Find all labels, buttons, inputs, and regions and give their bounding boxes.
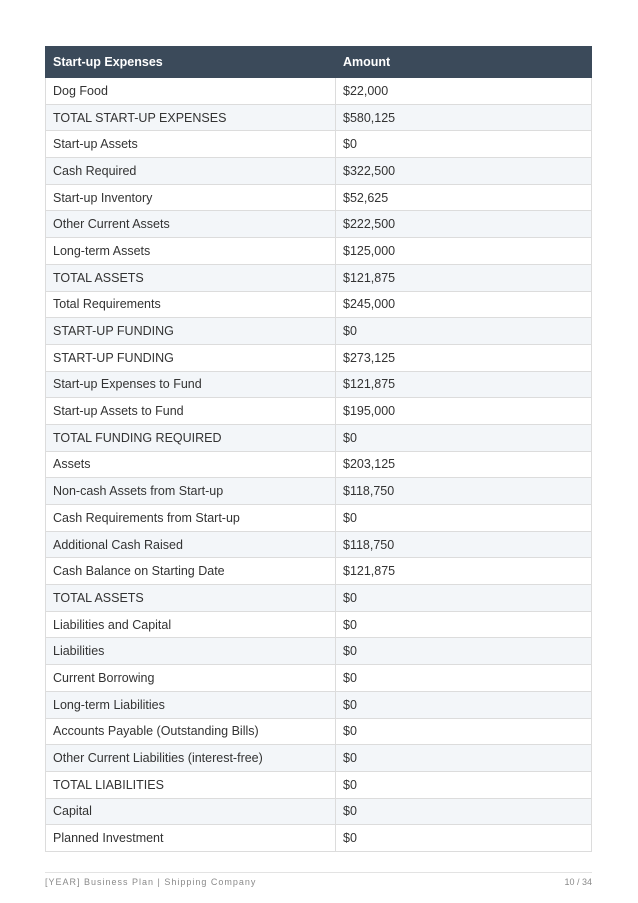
- row-amount: $0: [336, 798, 592, 825]
- row-amount: $0: [336, 638, 592, 665]
- table-row: [46, 211, 592, 238]
- table-row: [46, 745, 592, 772]
- row-label: START-UP FUNDING: [46, 318, 336, 345]
- row-label: Start-up Expenses to Fund: [46, 371, 336, 398]
- row-amount: $0: [336, 691, 592, 718]
- row-label: Start-up Assets: [46, 131, 336, 158]
- row-label: Start-up Assets to Fund: [46, 398, 336, 425]
- row-label: Total Requirements: [46, 291, 336, 318]
- table-row: [46, 478, 592, 505]
- row-amount: $203,125: [336, 451, 592, 478]
- table-row: [46, 585, 592, 612]
- table-row: [46, 424, 592, 451]
- row-label: Accounts Payable (Outstanding Bills): [46, 718, 336, 745]
- table-row: [46, 638, 592, 665]
- row-amount: $580,125: [336, 104, 592, 131]
- row-amount: $195,000: [336, 398, 592, 425]
- row-amount: $0: [336, 318, 592, 345]
- row-label: Additional Cash Raised: [46, 531, 336, 558]
- table-row: [46, 264, 592, 291]
- row-amount: $121,875: [336, 558, 592, 585]
- row-label: Liabilities and Capital: [46, 611, 336, 638]
- row-label: Planned Investment: [46, 825, 336, 852]
- table-row: [46, 398, 592, 425]
- row-label: Cash Required: [46, 158, 336, 185]
- table-row: [46, 184, 592, 211]
- row-amount: $121,875: [336, 371, 592, 398]
- row-amount: $0: [336, 771, 592, 798]
- table-row: [46, 665, 592, 692]
- row-label: Other Current Assets: [46, 211, 336, 238]
- table-row: [46, 558, 592, 585]
- header-expense: Start-up Expenses: [46, 47, 336, 78]
- row-label: TOTAL LIABILITIES: [46, 771, 336, 798]
- table-row: [46, 798, 592, 825]
- row-label: TOTAL ASSETS: [46, 264, 336, 291]
- row-label: Non-cash Assets from Start-up: [46, 478, 336, 505]
- startup-expenses-table: [45, 46, 592, 852]
- row-amount: $118,750: [336, 478, 592, 505]
- row-label: Other Current Liabilities (interest-free): [46, 745, 336, 772]
- table-row: [46, 158, 592, 185]
- row-label: Long-term Assets: [46, 238, 336, 265]
- row-label: Cash Balance on Starting Date: [46, 558, 336, 585]
- table-row: [46, 531, 592, 558]
- row-label: Capital: [46, 798, 336, 825]
- row-amount: $52,625: [336, 184, 592, 211]
- row-amount: $22,000: [336, 78, 592, 105]
- row-amount: $245,000: [336, 291, 592, 318]
- table-row: [46, 291, 592, 318]
- table-row: [46, 718, 592, 745]
- row-amount: $0: [336, 424, 592, 451]
- row-amount: $125,000: [336, 238, 592, 265]
- table-header-row: [46, 47, 592, 78]
- row-label: Assets: [46, 451, 336, 478]
- row-amount: $0: [336, 825, 592, 852]
- row-amount: $0: [336, 585, 592, 612]
- row-amount: $118,750: [336, 531, 592, 558]
- row-amount: $0: [336, 611, 592, 638]
- row-label: TOTAL START-UP EXPENSES: [46, 104, 336, 131]
- row-amount: $0: [336, 131, 592, 158]
- row-amount: $0: [336, 505, 592, 532]
- table-row: [46, 825, 592, 852]
- row-label: Current Borrowing: [46, 665, 336, 692]
- table-row: [46, 78, 592, 105]
- page-number: 10 / 34: [564, 877, 592, 887]
- table-row: [46, 104, 592, 131]
- row-label: Dog Food: [46, 78, 336, 105]
- table-row: [46, 505, 592, 532]
- table-row: [46, 771, 592, 798]
- table-row: [46, 611, 592, 638]
- table-row: [46, 318, 592, 345]
- row-amount: $322,500: [336, 158, 592, 185]
- row-amount: $0: [336, 665, 592, 692]
- table-row: [46, 238, 592, 265]
- table-row: [46, 371, 592, 398]
- table-row: [46, 451, 592, 478]
- header-amount: Amount: [336, 47, 592, 78]
- row-label: START-UP FUNDING: [46, 344, 336, 371]
- row-label: TOTAL FUNDING REQUIRED: [46, 424, 336, 451]
- footer-divider: [45, 872, 592, 873]
- table-row: [46, 344, 592, 371]
- row-label: Start-up Inventory: [46, 184, 336, 211]
- row-label: TOTAL ASSETS: [46, 585, 336, 612]
- row-amount: $121,875: [336, 264, 592, 291]
- row-label: Liabilities: [46, 638, 336, 665]
- row-amount: $222,500: [336, 211, 592, 238]
- row-label: Long-term Liabilities: [46, 691, 336, 718]
- footer-title: [YEAR] Business Plan | Shipping Company: [45, 877, 257, 887]
- row-label: Cash Requirements from Start-up: [46, 505, 336, 532]
- table-body: [46, 78, 592, 852]
- row-amount: $0: [336, 745, 592, 772]
- row-amount: $0: [336, 718, 592, 745]
- table-row: [46, 691, 592, 718]
- row-amount: $273,125: [336, 344, 592, 371]
- table-row: [46, 131, 592, 158]
